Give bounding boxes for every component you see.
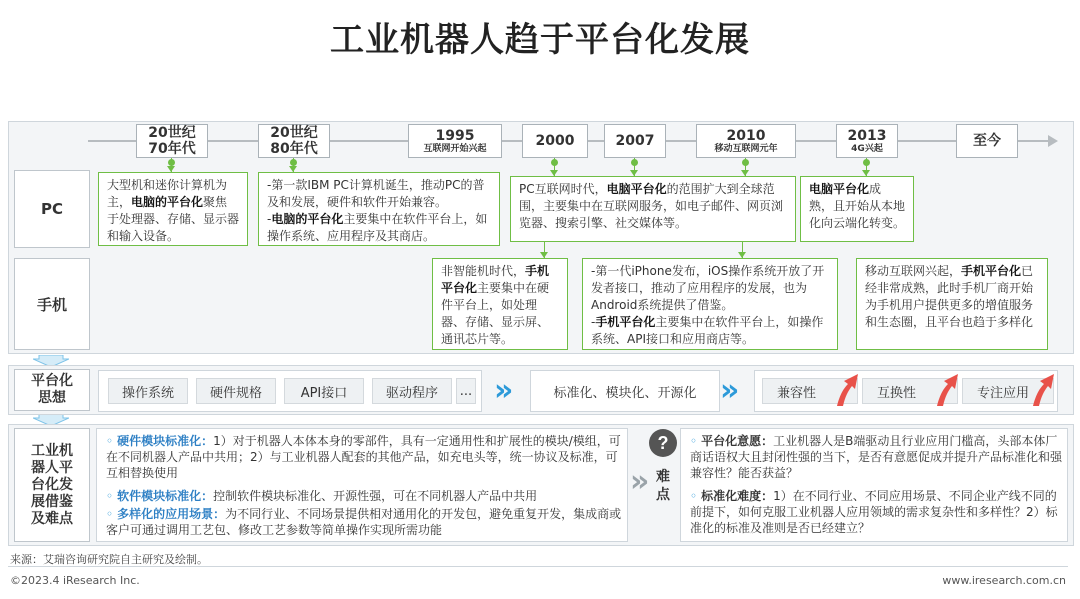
- lessons-label: 工业机器人平台化发展借鉴及难点: [14, 428, 90, 542]
- platform-element-chip: API接口: [284, 378, 364, 404]
- era-label: 20世纪: [270, 125, 318, 141]
- footer-url: www.iresearch.com.cn: [942, 574, 1066, 587]
- difficulty-heading: 平台化意愿：: [701, 434, 774, 448]
- timeline-era: [136, 124, 208, 158]
- increase-arrow-icon: [834, 372, 860, 408]
- lesson-heading: 多样化的应用场景：: [117, 507, 226, 521]
- timeline-era: [258, 124, 330, 158]
- bullet-icon: ◦: [106, 434, 114, 448]
- era-sublabel: 互联网开始兴起: [423, 143, 487, 154]
- outcome-label: 兼容性: [777, 385, 817, 401]
- connector-dot: [742, 159, 749, 166]
- chevron-right-icon: »: [630, 464, 650, 499]
- lesson-item: [106, 506, 622, 538]
- difficulty-item: [690, 433, 1062, 481]
- era-sublabel: 移动互联网元年: [714, 143, 778, 154]
- era-label: 2000: [535, 133, 575, 149]
- increase-arrow-icon: [934, 372, 960, 408]
- body-text: 非智能机时代，: [441, 264, 526, 278]
- timeline-text-box: [856, 258, 1048, 350]
- lesson-item: [106, 488, 622, 504]
- timeline-era: [408, 124, 502, 158]
- body-text: -第一款IBM PC计算机诞生，推动PC的普及和发展，硬件和软件开始兼容。 -: [267, 178, 485, 226]
- chevron-right-icon: »: [720, 373, 740, 408]
- body-text: -第一代iPhone发布，iOS操作系统开放了开发者接口，推动了应用程序的发展，也为Android系统提供了借鉴。 -: [591, 264, 825, 329]
- timeline-era: [956, 124, 1018, 158]
- platform-element-chip: 驱动程序: [372, 378, 452, 404]
- highlight-text: 手机平台化: [961, 264, 1022, 278]
- row-label-phone: 手机: [14, 258, 90, 350]
- outcome-label: 互换性: [877, 385, 917, 401]
- timeline-text-box: [582, 258, 838, 350]
- timeline-era: [522, 124, 588, 158]
- platform-element-chip: 硬件规格: [196, 378, 276, 404]
- source-note: 来源：艾瑞咨询研究院自主研究及绘制。: [10, 553, 208, 566]
- body-text: 已经非常成熟，此时手机厂商开始为手机用户提供更多的增值服务和生态圈，且平台也趋于多样化: [865, 264, 1034, 329]
- timeline-text-box: [258, 172, 500, 246]
- platform-element-chip: ...: [456, 378, 476, 404]
- increase-arrow-icon: [1030, 372, 1056, 408]
- lesson-text: 控制软件模块标准化、开源性强，可在不同机器人产品中共用: [213, 489, 538, 503]
- timeline-text-box: [98, 172, 248, 246]
- era-sublabel: 80年代: [270, 141, 318, 157]
- bullet-icon: ◦: [106, 507, 114, 521]
- timeline-era: [604, 124, 666, 158]
- body-text: 移动互联网兴起，: [865, 264, 962, 278]
- outcome-label: 专注应用: [977, 385, 1030, 401]
- difficulty-heading: 标准化难度：: [701, 489, 774, 503]
- footer-copyright: ©2023.4 iResearch Inc.: [10, 574, 140, 587]
- bullet-icon: ◦: [690, 489, 698, 503]
- highlight-text: 电脑平台化: [809, 182, 870, 196]
- era-label: 1995: [435, 127, 475, 144]
- page-title: 工业机器人趋于平台化发展: [330, 20, 750, 60]
- footer-divider: [8, 566, 1068, 567]
- platform-thinking-label: 平台化 思想: [14, 369, 90, 411]
- highlight-text: 手机平台化: [595, 315, 656, 329]
- body-text: 主要集中在硬件平台上，如处理器、存储、显示屏、通讯芯片等。: [441, 281, 550, 346]
- timeline-text-box: [432, 258, 568, 350]
- row-label-pc: PC: [14, 170, 90, 248]
- timeline-era: [696, 124, 796, 158]
- body-text: 的范围扩大到全球范围，主要集中在互联网服务，如电子邮件、网页浏览器、搜索引擎、社交媒体等。: [519, 182, 784, 230]
- connector-dot: [551, 159, 558, 166]
- bullet-icon: ◦: [690, 434, 698, 448]
- era-label: 至今: [973, 133, 1001, 149]
- era-sublabel: 70年代: [148, 141, 196, 157]
- difficulty-item: [690, 488, 1062, 536]
- difficulty-text: 工业机器人是B端驱动且行业应用门槛高，头部本体厂商话语权大且封闭性强的当下，是否有意愿促成并提升产品标准化和强兼容性？能否获益？: [690, 434, 1063, 480]
- body-text: 主要集中在软件平台上，如操作系统、应用程序及其商店。: [267, 212, 488, 243]
- connector-dot: [863, 159, 870, 166]
- body-text: 成熟，且开始从本地化向云端化转变。: [809, 182, 906, 230]
- lesson-text: 为不同行业、不同场景提供相对通用化的开发包，避免重复开发，集成商或客户可通过调用工艺包、修改工艺参数等简单操作实现所需功能: [106, 507, 622, 537]
- lesson-item: [106, 433, 622, 481]
- connector-dot: [168, 159, 175, 166]
- body-text: 主要集中在软件平台上，如操作系统、API接口和应用商店等。: [591, 315, 824, 346]
- methods-text: 标准化、模块化、开源化: [538, 378, 712, 404]
- lesson-heading: 软件模块标准化：: [117, 489, 214, 503]
- body-text: 大型机和迷你计算机为主，: [107, 178, 228, 209]
- lesson-heading: 硬件模块标准化：: [117, 434, 214, 448]
- connector-dot: [290, 159, 297, 166]
- era-sublabel: 4G兴起: [851, 143, 883, 154]
- chevron-right-icon: »: [494, 373, 514, 408]
- connector-dot: [631, 159, 638, 166]
- question-icon: [648, 428, 678, 458]
- difficulty-side: [648, 428, 678, 542]
- bullet-icon: ◦: [106, 489, 114, 503]
- era-label: 2013: [847, 127, 887, 144]
- highlight-text: 电脑平台化: [606, 182, 667, 196]
- timeline-text-box: [800, 176, 914, 242]
- platform-element-chip: 操作系统: [108, 378, 188, 404]
- era-label: 2007: [615, 133, 655, 149]
- difficulty-text: 1）在不同行业、不同应用场景、不同企业产线不同的前提下，如何克服工业机器人应用领域的需求复杂性和多样性？2）标准化的标准及准则是否已经建立？: [690, 489, 1058, 535]
- lesson-text: 1）对于机器人本体本身的零部件，具有一定通用性和扩展性的模块/模组，可在不同机器人产品中共用；2）与工业机器人配套的其他产品，如充电头等，统一协议及标准，可互相替换使用: [106, 434, 621, 480]
- highlight-text: 电脑的平台化: [131, 195, 204, 209]
- timeline-era: [836, 124, 898, 158]
- body-text: PC互联网时代，: [519, 182, 607, 196]
- svg-text:?: ?: [657, 433, 669, 453]
- highlight-text: 电脑的平台化: [271, 212, 344, 226]
- timeline-text-box: [510, 176, 796, 242]
- era-label: 2010: [726, 127, 766, 144]
- era-label: 20世纪: [148, 125, 196, 141]
- highlight-text: 手机平台化: [441, 264, 550, 295]
- difficulty-label: 难点: [656, 469, 670, 503]
- body-text: 聚焦于处理器、存储、显示器和输入设备。: [107, 195, 240, 243]
- timeline-arrow-icon: [1048, 135, 1058, 147]
